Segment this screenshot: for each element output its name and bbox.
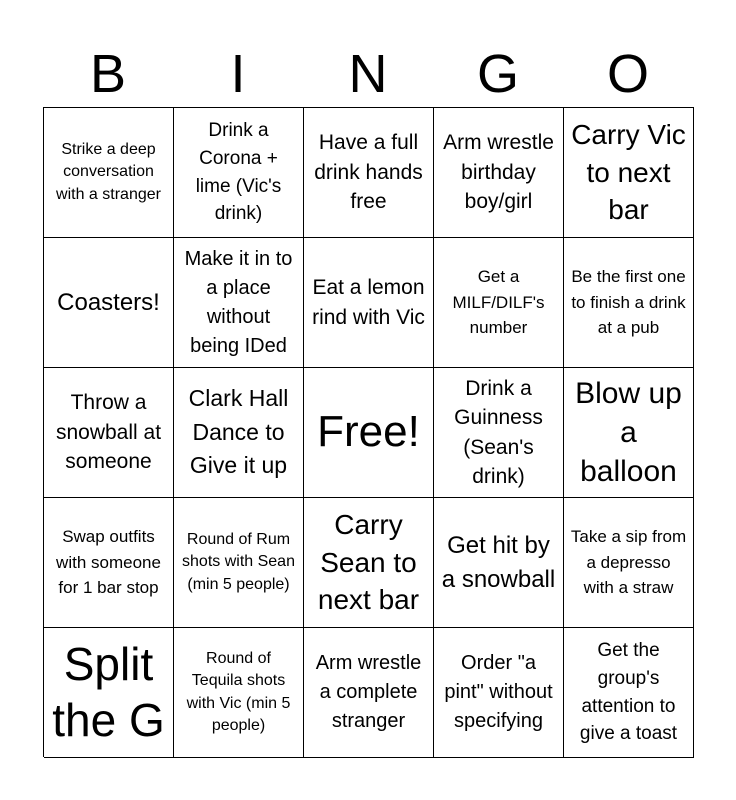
bingo-cell[interactable]: Split the G: [44, 628, 174, 758]
bingo-header: [43, 40, 693, 108]
bingo-cell[interactable]: Coasters!: [44, 238, 174, 368]
bingo-cell[interactable]: Throw a snowball at someone: [44, 368, 174, 498]
bingo-cell[interactable]: Get the group's attention to give a toast: [564, 628, 694, 758]
bingo-cell[interactable]: Strike a deep conversation with a stranger: [44, 108, 174, 238]
header-letter-o: O: [606, 44, 649, 104]
bingo-cell[interactable]: Swap outfits with someone for 1 bar stop: [44, 498, 174, 628]
bingo-cell[interactable]: Eat a lemon rind with Vic: [304, 238, 434, 368]
bingo-cell[interactable]: Be the first one to finish a drink at a pub: [564, 238, 694, 368]
bingo-cell[interactable]: Carry Sean to next bar: [304, 498, 434, 628]
bingo-cell[interactable]: Round of Tequila shots with Vic (min 5 people): [174, 628, 304, 758]
bingo-cell[interactable]: Order "a pint" without specifying: [434, 628, 564, 758]
header-letter-g: G: [476, 44, 519, 104]
bingo-cell[interactable]: Have a full drink hands free: [304, 108, 434, 238]
header-letter-n: N: [348, 44, 388, 104]
bingo-cell[interactable]: Take a sip from a depresso with a straw: [564, 498, 694, 628]
bingo-cell[interactable]: Get a MILF/DILF's number: [434, 238, 564, 368]
bingo-grid: [43, 107, 694, 757]
bingo-cell[interactable]: Drink a Corona + lime (Vic's drink): [174, 108, 304, 238]
bingo-cell[interactable]: Drink a Guinness (Sean's drink): [434, 368, 564, 498]
bingo-cell[interactable]: Clark Hall Dance to Give it up: [174, 368, 304, 498]
bingo-cell[interactable]: Blow up a balloon: [564, 368, 694, 498]
header-letter-b: B: [89, 44, 127, 104]
header-letter-i: I: [230, 44, 246, 104]
bingo-cell[interactable]: Arm wrestle birthday boy/girl: [434, 108, 564, 238]
bingo-cell[interactable]: Round of Rum shots with Sean (min 5 people): [174, 498, 304, 628]
bingo-cell[interactable]: Make it in to a place without being IDed: [174, 238, 304, 368]
bingo-cell[interactable]: Carry Vic to next bar: [564, 108, 694, 238]
bingo-cell[interactable]: Arm wrestle a complete stranger: [304, 628, 434, 758]
bingo-cell[interactable]: Get hit by a snowball: [434, 498, 564, 628]
free-space-cell[interactable]: Free!: [304, 368, 434, 498]
